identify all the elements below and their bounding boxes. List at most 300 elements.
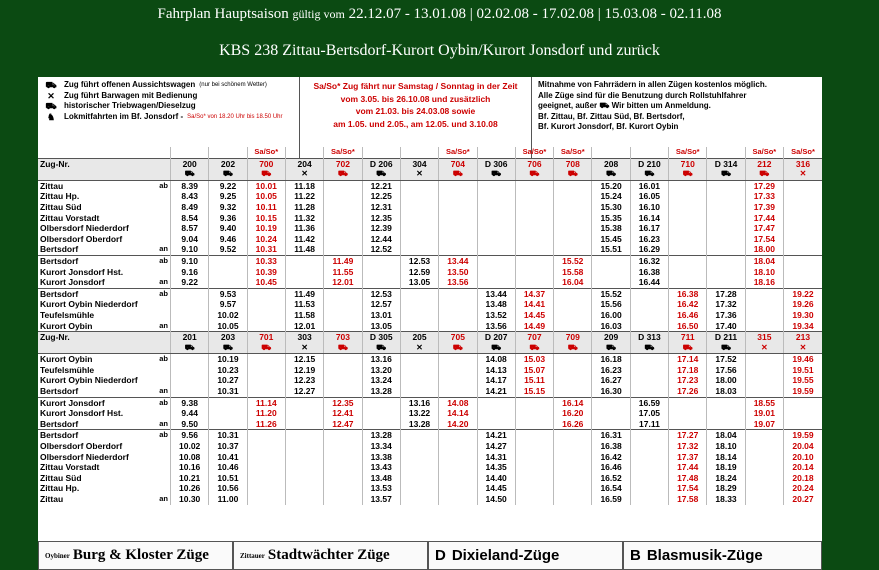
table-cell: Olbersdorf Niederdorf (40, 223, 129, 234)
table-cell: D 210 (630, 158, 668, 169)
table-cell: 15.07 (515, 365, 553, 376)
table-cell: 20.27 (784, 494, 823, 505)
table-cell: 709 (554, 332, 592, 343)
table-cell (515, 191, 553, 202)
table-cell (669, 267, 707, 278)
table-cell: 12.27 (285, 386, 323, 397)
table-cell (669, 277, 707, 288)
table-cell: ⛟ (439, 343, 477, 354)
table-cell: 316 (784, 158, 823, 169)
table-cell: ⛟ (171, 169, 209, 180)
table-cell: 19.22 (784, 288, 823, 299)
timetable-row (38, 430, 822, 441)
table-cell: 708 (554, 158, 592, 169)
timetable-row (38, 494, 822, 505)
table-cell: 10.21 (171, 473, 209, 484)
table-cell: 16.14 (630, 213, 668, 224)
table-cell (324, 462, 362, 473)
table-cell: 17.39 (745, 202, 783, 213)
table-cell: 10.26 (171, 483, 209, 494)
table-cell: 17.29 (745, 180, 783, 191)
table-cell (324, 202, 362, 213)
table-cell: 11.14 (247, 397, 285, 408)
table-cell (669, 255, 707, 266)
table-cell (745, 288, 783, 299)
table-cell (515, 277, 553, 288)
table-cell (400, 430, 438, 441)
train-number-row (38, 158, 822, 169)
weekend-note-line: Sa/So* Zug fährt nur Samstag / Sonntag in der Zeit (313, 81, 518, 91)
table-cell: ⛟ (171, 343, 209, 354)
table-cell: 13.05 (362, 321, 400, 332)
table-cell: ✕ (400, 343, 438, 354)
table-cell: 16.27 (592, 375, 630, 386)
table-cell: 19.07 (745, 419, 783, 430)
table-cell (630, 288, 668, 299)
table-cell (554, 310, 592, 321)
table-cell: 19.55 (784, 375, 823, 386)
table-cell: D 306 (477, 158, 515, 169)
table-cell (400, 213, 438, 224)
table-cell (152, 332, 171, 343)
table-cell: 16.46 (669, 310, 707, 321)
table-cell (477, 397, 515, 408)
table-cell (439, 288, 477, 299)
table-cell (400, 473, 438, 484)
table-cell (515, 441, 553, 452)
table-cell (285, 452, 323, 463)
table-cell: Bertsdorf (38, 430, 152, 441)
table-cell (209, 397, 247, 408)
table-cell: ⛟ (247, 343, 285, 354)
table-cell: 10.46 (209, 462, 247, 473)
table-cell (400, 299, 438, 310)
table-cell (784, 234, 823, 245)
table-cell: D 305 (362, 332, 400, 343)
table-cell: ✕ (745, 343, 783, 354)
table-cell: 19.01 (745, 408, 783, 419)
table-cell: 17.40 (707, 321, 745, 332)
table-cell: 19.46 (784, 354, 823, 365)
table-cell (554, 494, 592, 505)
table-cell: Zittau (40, 180, 64, 191)
table-cell (554, 462, 592, 473)
table-cell (745, 299, 783, 310)
timetable-row (38, 321, 822, 332)
table-cell: 12.39 (362, 223, 400, 234)
table-cell: ⛟ (477, 343, 515, 354)
table-cell: 20.04 (784, 441, 823, 452)
table-cell: 10.45 (247, 277, 285, 288)
table-cell (324, 441, 362, 452)
table-cell: 8.39 (171, 180, 209, 191)
table-cell (515, 244, 553, 255)
timetable-row (38, 213, 822, 224)
table-cell: 19.34 (784, 321, 823, 332)
table-cell: Bertsdorf (40, 418, 79, 429)
table-cell: ⛟ (324, 343, 362, 354)
table-cell: 20.18 (784, 473, 823, 484)
table-cell (745, 375, 783, 386)
table-cell: 12.15 (285, 354, 323, 365)
table-cell (592, 397, 630, 408)
table-cell (439, 365, 477, 376)
train-symbol-row (38, 343, 822, 354)
table-cell: 13.52 (477, 310, 515, 321)
table-cell (669, 244, 707, 255)
table-cell: 13.28 (362, 386, 400, 397)
table-cell: 16.17 (630, 223, 668, 234)
table-cell: 13.05 (400, 277, 438, 288)
table-cell: ⛟ (554, 169, 592, 180)
table-cell (285, 473, 323, 484)
table-cell (171, 288, 209, 299)
table-cell: Zittau (40, 494, 64, 504)
table-cell (152, 267, 171, 278)
table-cell: 17.28 (707, 288, 745, 299)
table-cell: 8.57 (171, 223, 209, 234)
timetable-row (38, 397, 822, 408)
table-cell: 13.57 (362, 494, 400, 505)
table-cell (400, 483, 438, 494)
table-cell: 13.56 (439, 277, 477, 288)
table-cell: 13.34 (362, 441, 400, 452)
table-cell (707, 147, 745, 158)
bicycle-note-line: Alle Züge sind für die Benutzung durch Rollstuhlfahrer (538, 90, 747, 100)
table-cell (745, 310, 783, 321)
table-cell: ⛟ (630, 343, 668, 354)
table-cell (247, 321, 285, 332)
table-cell (209, 408, 247, 419)
table-cell (439, 441, 477, 452)
table-cell (247, 494, 285, 505)
table-cell (439, 299, 477, 310)
timetable-row (38, 299, 822, 310)
table-cell: 18.29 (707, 483, 745, 494)
timetable-row (38, 223, 822, 234)
footer-prefix: Zittauer (240, 551, 265, 560)
table-cell: ab (152, 397, 171, 408)
table-cell (152, 408, 171, 419)
table-cell (209, 277, 247, 288)
table-cell (400, 462, 438, 473)
legend-row (42, 101, 295, 112)
table-cell: 10.31 (247, 244, 285, 255)
table-cell: Olbersdorf Niederdorf (40, 451, 129, 462)
table-cell: 13.24 (362, 375, 400, 386)
table-cell: 20.10 (784, 452, 823, 463)
table-cell: ⛟ (209, 343, 247, 354)
table-cell: 10.15 (247, 213, 285, 224)
table-cell: 14.17 (477, 375, 515, 386)
timetable-row (38, 267, 822, 278)
table-cell: 17.26 (669, 386, 707, 397)
table-cell (400, 494, 438, 505)
table-cell (477, 180, 515, 191)
table-cell: 17.44 (745, 213, 783, 224)
table-cell (152, 223, 171, 234)
table-cell: 706 (515, 158, 553, 169)
table-cell (324, 310, 362, 321)
table-cell: 10.16 (171, 462, 209, 473)
page-subtitle: KBS 238 Zittau-Bertsdorf-Kurort Oybin/Kurort Jonsdorf und zurück (219, 42, 660, 59)
table-cell (477, 213, 515, 224)
table-cell: ⛟ (554, 343, 592, 354)
table-cell (707, 180, 745, 191)
table-cell: 12.44 (362, 234, 400, 245)
table-cell (439, 191, 477, 202)
table-cell: 9.38 (171, 397, 209, 408)
table-cell (400, 234, 438, 245)
page-title (0, 6, 879, 23)
table-cell: 15.45 (592, 234, 630, 245)
table-cell: 18.24 (707, 473, 745, 484)
table-cell: 11.49 (324, 255, 362, 266)
table-cell: 15.30 (592, 202, 630, 213)
table-cell: 18.00 (745, 244, 783, 255)
table-cell: 14.21 (477, 386, 515, 397)
table-cell (745, 321, 783, 332)
table-cell (669, 408, 707, 419)
table-cell: 10.19 (247, 223, 285, 234)
table-cell: 11.53 (285, 299, 323, 310)
table-cell: 20.14 (784, 462, 823, 473)
table-cell (745, 386, 783, 397)
table-cell (745, 473, 783, 484)
table-cell (171, 386, 209, 397)
table-cell (324, 430, 362, 441)
table-cell (171, 147, 209, 158)
table-cell (285, 419, 323, 430)
table-cell: 12.57 (362, 299, 400, 310)
table-cell: 14.14 (439, 408, 477, 419)
table-cell: 15.52 (592, 288, 630, 299)
table-cell: 16.32 (630, 255, 668, 266)
table-cell: Zittau Vorstadt (40, 462, 100, 473)
table-cell (400, 147, 438, 158)
table-cell: 12.19 (285, 365, 323, 376)
table-cell (630, 147, 668, 158)
table-cell: 14.21 (477, 430, 515, 441)
table-cell: ⛟ (515, 343, 553, 354)
table-cell: 13.53 (362, 483, 400, 494)
table-cell: Sa/So* (554, 147, 592, 158)
timetable-row (38, 408, 822, 419)
table-cell (554, 473, 592, 484)
table-cell: 13.20 (362, 365, 400, 376)
table-cell (171, 299, 209, 310)
table-cell: 17.52 (707, 354, 745, 365)
table-cell (324, 321, 362, 332)
table-cell: 9.22 (171, 277, 209, 288)
table-cell (439, 223, 477, 234)
timetable-row (38, 244, 822, 255)
table-cell (554, 202, 592, 213)
table-cell: Zittau Hp. (40, 191, 80, 202)
timetable-row (38, 354, 822, 365)
weekend-note-line: vom 3.05. bis 26.10.08 und zusätzlich (340, 93, 491, 104)
table-cell: 11.18 (285, 180, 323, 191)
table-cell: 9.44 (171, 408, 209, 419)
table-cell: 18.10 (707, 441, 745, 452)
table-cell: ab (152, 430, 171, 441)
table-cell: 11.55 (324, 267, 362, 278)
table-cell: 13.16 (400, 397, 438, 408)
table-cell: 9.57 (209, 299, 247, 310)
table-cell: 14.41 (515, 299, 553, 310)
table-cell (362, 267, 400, 278)
table-cell (630, 375, 668, 386)
table-cell (554, 288, 592, 299)
table-cell: 17.56 (707, 365, 745, 376)
table-cell: Bertsdorf (40, 386, 79, 397)
table-cell: 10.23 (209, 365, 247, 376)
table-cell (554, 354, 592, 365)
table-cell: 16.50 (669, 321, 707, 332)
table-cell (152, 299, 171, 310)
table-cell (324, 494, 362, 505)
table-cell: 17.11 (630, 419, 668, 430)
table-cell (630, 462, 668, 473)
table-cell: an (159, 386, 168, 396)
table-cell: Olbersdorf Oberdorf (40, 233, 123, 244)
table-cell (592, 147, 630, 158)
table-cell (669, 234, 707, 245)
table-cell: 16.44 (630, 277, 668, 288)
table-cell: 18.16 (745, 277, 783, 288)
table-cell (285, 267, 323, 278)
table-cell: 205 (400, 332, 438, 343)
table-cell (477, 419, 515, 430)
table-cell: Bertsdorf (38, 288, 152, 299)
table-cell: 10.02 (171, 441, 209, 452)
table-cell (324, 386, 362, 397)
table-cell: 9.36 (209, 213, 247, 224)
table-cell (784, 277, 823, 288)
table-cell: 19.59 (784, 386, 823, 397)
table-cell: 9.22 (209, 180, 247, 191)
table-cell (209, 267, 247, 278)
table-cell: 201 (171, 332, 209, 343)
timetable-row (38, 255, 822, 266)
table-cell: 11.20 (247, 408, 285, 419)
footer-burg-kloster (38, 541, 233, 570)
footer-prefix: B (630, 547, 641, 564)
table-cell: Kurort Oybin (40, 320, 93, 331)
table-cell (784, 223, 823, 234)
table-cell: 710 (669, 158, 707, 169)
timetable-row (38, 288, 822, 299)
table-cell: 303 (285, 332, 323, 343)
table-cell (592, 277, 630, 288)
table-cell (707, 202, 745, 213)
title-text: Fahrplan Hauptsaison (157, 6, 289, 22)
table-cell: ⛟ (362, 343, 400, 354)
footer-stadtwaechter (233, 541, 428, 570)
table-cell: Teufelsmühle (40, 309, 95, 320)
table-cell (152, 147, 171, 158)
table-cell (285, 430, 323, 441)
table-cell (592, 419, 630, 430)
table-cell: 11.28 (285, 202, 323, 213)
table-cell (630, 473, 668, 484)
table-cell: 16.01 (630, 180, 668, 191)
table-cell: 18.00 (707, 375, 745, 386)
table-cell (285, 255, 323, 266)
table-cell: 13.28 (400, 419, 438, 430)
table-cell: 704 (439, 158, 477, 169)
table-cell (324, 234, 362, 245)
footer-prefix: Oybiner (45, 551, 70, 560)
table-cell: 11.48 (285, 244, 323, 255)
table-cell (477, 408, 515, 419)
table-cell (38, 147, 152, 158)
legend-text: Zug führt offenen Aussichtswagen (64, 80, 196, 89)
title-dates: 22.12.07 - 13.01.08 | 02.02.08 - 17.02.08 | 15.03.08 - 02.11.08 (348, 6, 722, 22)
footer-dixieland (428, 541, 623, 570)
table-cell (324, 483, 362, 494)
table-cell: 9.46 (209, 234, 247, 245)
table-cell (669, 397, 707, 408)
table-cell (630, 452, 668, 463)
table-cell (324, 244, 362, 255)
table-cell: ✕ (285, 169, 323, 180)
table-cell (247, 365, 285, 376)
table-cell: 14.13 (477, 365, 515, 376)
table-cell (247, 310, 285, 321)
table-cell (439, 375, 477, 386)
table-cell: Sa/So* (784, 147, 823, 158)
table-cell: 13.44 (439, 255, 477, 266)
table-cell (515, 430, 553, 441)
table-cell: 19.51 (784, 365, 823, 376)
table-cell (152, 234, 171, 245)
table-cell: Sa/So* (247, 147, 285, 158)
table-cell: Zittau Vorstadt (40, 212, 100, 223)
table-cell: 16.31 (592, 430, 630, 441)
table-cell (784, 267, 823, 278)
timetable-row (38, 462, 822, 473)
table-cell: 18.14 (707, 452, 745, 463)
table-cell (285, 277, 323, 288)
table-cell (439, 494, 477, 505)
table-cell (285, 397, 323, 408)
train-symbol-row (38, 169, 822, 180)
table-cell (439, 310, 477, 321)
table-cell: 10.05 (209, 321, 247, 332)
table-cell: 12.47 (324, 419, 362, 430)
timetable-sheet (38, 77, 822, 570)
table-cell (515, 223, 553, 234)
table-cell: ✕ (285, 343, 323, 354)
table-cell: 209 (592, 332, 630, 343)
table-cell: 15.20 (592, 180, 630, 191)
table-cell: 705 (439, 332, 477, 343)
table-cell (554, 299, 592, 310)
table-cell (707, 244, 745, 255)
table-cell (745, 430, 783, 441)
table-cell: 17.05 (630, 408, 668, 419)
table-cell (554, 191, 592, 202)
table-cell: 17.54 (745, 234, 783, 245)
table-cell: ✕ (784, 169, 823, 180)
footer-blasmusik (623, 541, 822, 570)
table-cell (515, 202, 553, 213)
table-cell: 9.40 (209, 223, 247, 234)
table-cell (784, 244, 823, 255)
table-cell: 17.48 (669, 473, 707, 484)
table-cell (285, 494, 323, 505)
